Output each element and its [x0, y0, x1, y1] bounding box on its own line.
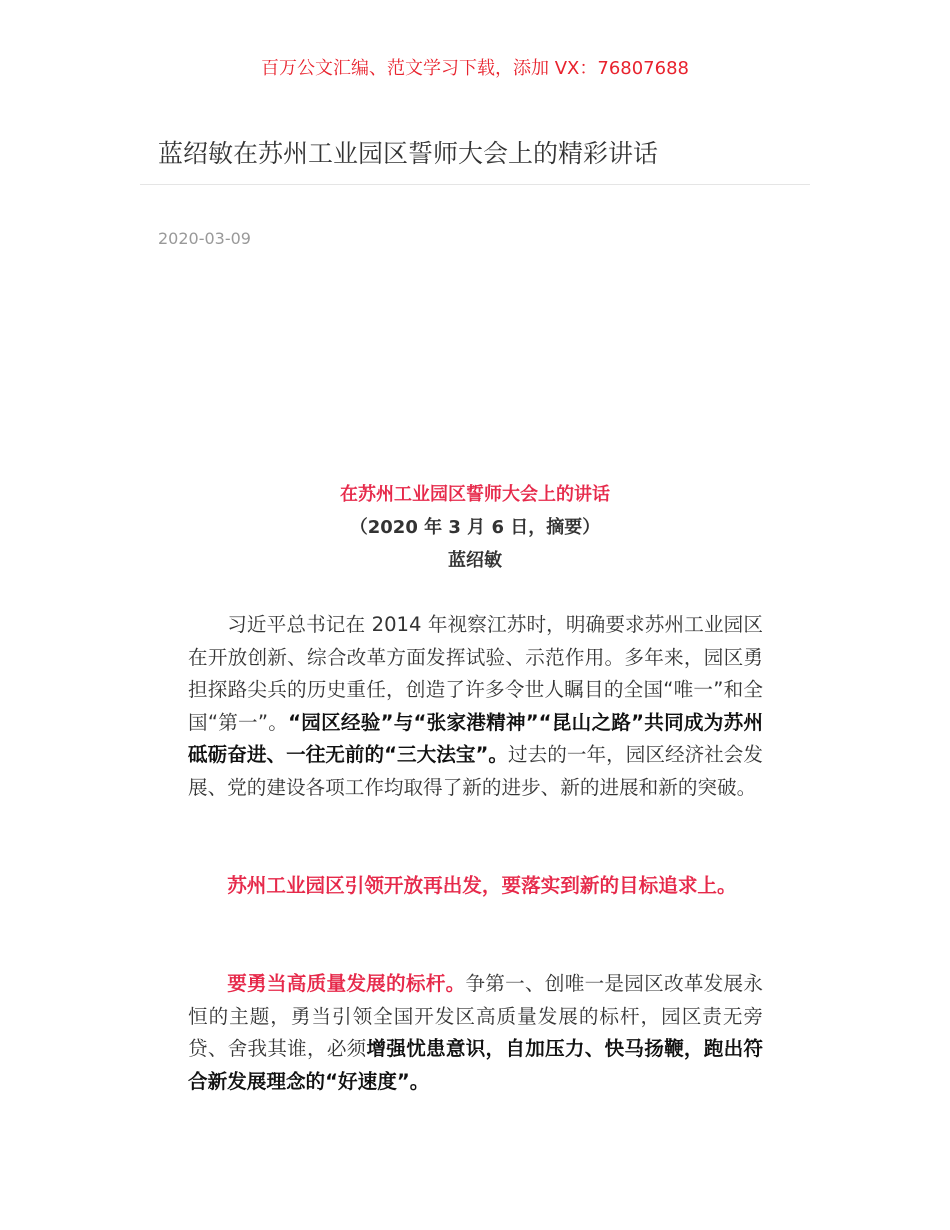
speech-speaker: 蓝绍敏	[448, 550, 502, 571]
title-divider	[140, 184, 810, 185]
paragraph-benchmark-lead: 要勇当高质量发展的标杆。	[227, 972, 466, 995]
speech-header	[0, 478, 950, 577]
promo-banner: 百万公文汇编、范文学习下载，添加 VX：76807688	[261, 58, 689, 79]
section-heading: 苏州工业园区引领开放再出发，要落实到新的目标追求上。	[227, 874, 737, 897]
speech-subheading: （2020 年 3 月 6 日，摘要）	[349, 517, 601, 538]
article-title: 蓝绍敏在苏州工业园区誓师大会上的精彩讲话	[158, 139, 659, 168]
article-date: 2020-03-09	[158, 229, 251, 248]
paragraph-intro-text: 习近平总书记在 2014 年视察江苏时，明确要求苏州工业园区在开放创新、综合改革方面发挥试验、示范作用。多年来，园区勇担探路尖兵的历史重任，创造了许多令世人瞩目的全国“唯一”和全国“第一”。	[188, 613, 763, 734]
paragraph-intro	[188, 609, 763, 804]
speech-heading: 在苏州工业园区誓师大会上的讲话	[340, 484, 610, 505]
paragraph-benchmark	[188, 968, 763, 1098]
paragraph-intro-text-2: 过去的一年，园区经济社会发展、党的建设各项工作均取得了新的进步、新的进展和新的突破。	[188, 743, 764, 799]
paragraph-intro-emphasis: “园区经验”与“张家港精神”“昆山之路”共同成为苏州砥砺奋进、一往无前的“三大法宝”。	[188, 710, 764, 766]
paragraph-benchmark-text: 争第一、创唯一是园区改革发展永恒的主题，勇当引领全国开发区高质量发展的标杆，园区责无旁贷、舍我其谁，必须	[188, 972, 764, 1060]
paragraph-benchmark-emphasis: 增强忧患意识，自加压力、快马扬鞭，跑出符合新发展理念的“好速度”。	[188, 1037, 764, 1093]
